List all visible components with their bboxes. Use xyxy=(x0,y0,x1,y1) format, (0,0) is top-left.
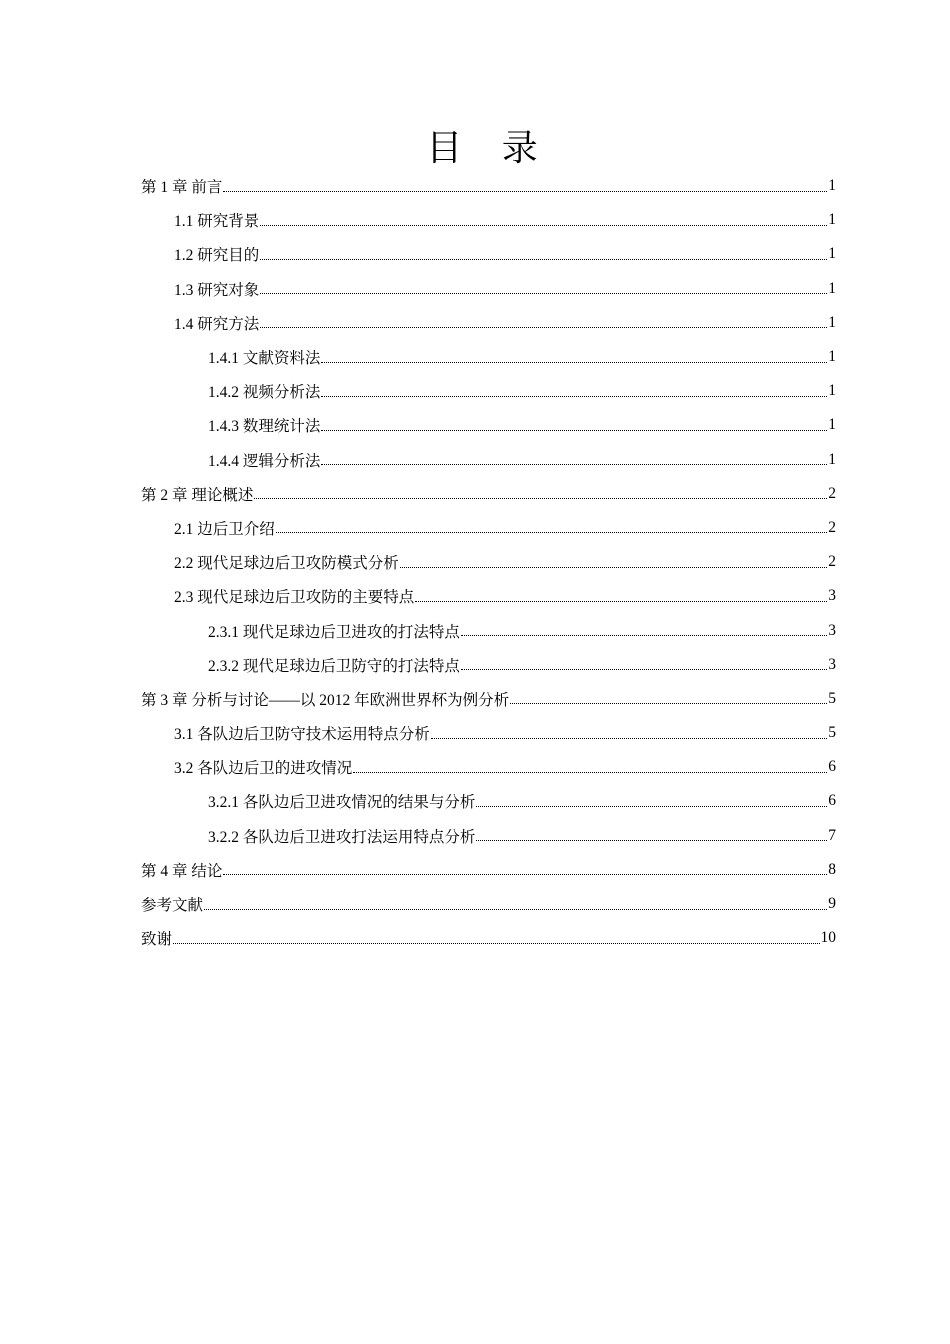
toc-dot-leader xyxy=(415,601,827,602)
toc-entry-text: 第 1 章 前言 xyxy=(141,179,223,197)
toc-entry-text: 1.3 研究对象 xyxy=(174,281,260,299)
toc-entry[interactable] xyxy=(141,408,836,442)
toc-page-number: 2 xyxy=(828,518,836,536)
toc-entry[interactable] xyxy=(141,306,836,340)
toc-dot-leader xyxy=(476,840,827,841)
toc-dot-leader xyxy=(431,738,827,739)
toc-entry-text: 第 4 章 结论 xyxy=(141,862,223,880)
toc-dot-leader xyxy=(321,396,827,397)
toc-page-number: 1 xyxy=(828,416,836,434)
toc-entry[interactable] xyxy=(141,682,836,716)
toc-dot-leader xyxy=(260,293,827,294)
toc-entry[interactable] xyxy=(141,887,836,921)
toc-entry-text: 参考文献 xyxy=(141,897,204,915)
toc-entry-text: 2.3.2 现代足球边后卫防守的打法特点 xyxy=(208,657,460,675)
toc-page-number: 1 xyxy=(828,348,836,366)
toc-entry[interactable] xyxy=(141,272,836,306)
toc-entry-text: 第 2 章 理论概述 xyxy=(141,486,254,504)
toc-page-number: 1 xyxy=(828,245,836,263)
toc-entry[interactable] xyxy=(141,750,836,784)
toc-page-number: 7 xyxy=(828,826,836,844)
toc-entry-text: 2.3.1 现代足球边后卫进攻的打法特点 xyxy=(208,623,460,641)
toc-entry-text: 1.4.4 逻辑分析法 xyxy=(208,452,321,470)
toc-dot-leader xyxy=(260,225,827,226)
toc-dot-leader xyxy=(223,191,827,192)
toc-entry-text: 2.2 现代足球边后卫攻防模式分析 xyxy=(174,555,399,573)
toc-page-number: 5 xyxy=(828,689,836,707)
toc-entry-text: 3.2.2 各队边后卫进攻打法运用特点分析 xyxy=(208,828,476,846)
toc-page-number: 1 xyxy=(828,450,836,468)
toc-dot-leader xyxy=(173,943,819,944)
toc-dot-leader xyxy=(400,567,827,568)
toc-entry[interactable] xyxy=(141,648,836,682)
toc-entry[interactable] xyxy=(141,340,836,374)
toc-entry[interactable] xyxy=(141,203,836,237)
toc-entry[interactable] xyxy=(141,511,836,545)
toc-entry-text: 1.2 研究目的 xyxy=(174,247,260,265)
toc-entry[interactable] xyxy=(141,443,836,477)
toc-dot-leader xyxy=(276,532,827,533)
toc-entry-text: 1.4.2 视频分析法 xyxy=(208,384,321,402)
toc-page-number: 1 xyxy=(828,177,836,195)
toc-page-number: 6 xyxy=(828,758,836,776)
toc-page-number: 1 xyxy=(828,211,836,229)
toc-entry-text: 3.1 各队边后卫防守技术运用特点分析 xyxy=(174,726,430,744)
toc-entry[interactable] xyxy=(141,716,836,750)
toc-page-number: 2 xyxy=(828,553,836,571)
toc-page-number: 3 xyxy=(828,587,836,605)
toc-dot-leader xyxy=(254,498,827,499)
toc-dot-leader xyxy=(353,772,827,773)
toc-entry-text: 1.4.3 数理统计法 xyxy=(208,418,321,436)
toc-entry-text: 1.4 研究方法 xyxy=(174,315,260,333)
toc-dot-leader xyxy=(461,669,827,670)
toc-page-number: 1 xyxy=(828,279,836,297)
toc-entry[interactable] xyxy=(141,579,836,613)
toc-entry-text: 2.3 现代足球边后卫攻防的主要特点 xyxy=(174,589,415,607)
toc-entry-text: 1.1 研究背景 xyxy=(174,213,260,231)
toc-page-number: 6 xyxy=(828,792,836,810)
toc-dot-leader xyxy=(321,430,827,431)
toc-entry[interactable] xyxy=(141,374,836,408)
toc-dot-leader xyxy=(260,259,827,260)
toc-list xyxy=(141,169,836,955)
toc-page-number: 2 xyxy=(828,484,836,502)
toc-entry[interactable] xyxy=(141,784,836,818)
toc-entry[interactable] xyxy=(141,819,836,853)
toc-dot-leader xyxy=(204,909,827,910)
toc-entry-text: 3.2 各队边后卫的进攻情况 xyxy=(174,760,353,778)
toc-page-number: 10 xyxy=(820,929,836,947)
toc-entry[interactable] xyxy=(141,613,836,647)
toc-page-number: 3 xyxy=(828,621,836,639)
toc-entry-text: 致谢 xyxy=(141,931,173,949)
toc-entry[interactable] xyxy=(141,477,836,511)
toc-page-number: 8 xyxy=(828,860,836,878)
toc-page-number: 9 xyxy=(828,895,836,913)
toc-entry-text: 第 3 章 分析与讨论——以 2012 年欧洲世界杯为例分析 xyxy=(141,691,510,709)
toc-dot-leader xyxy=(260,327,827,328)
toc-page-number: 3 xyxy=(828,655,836,673)
toc-entry[interactable] xyxy=(141,169,836,203)
toc-entry-text: 3.2.1 各队边后卫进攻情况的结果与分析 xyxy=(208,794,476,812)
toc-entry-text: 1.4.1 文献资料法 xyxy=(208,350,321,368)
toc-entry[interactable] xyxy=(141,237,836,271)
toc-page-number: 1 xyxy=(828,382,836,400)
toc-page-number: 5 xyxy=(828,724,836,742)
toc-dot-leader xyxy=(321,464,827,465)
toc-entry[interactable] xyxy=(141,921,836,955)
toc-dot-leader xyxy=(476,806,827,807)
toc-dot-leader xyxy=(321,362,827,363)
toc-title: 目 录 xyxy=(426,128,552,169)
toc-entry-text: 2.1 边后卫介绍 xyxy=(174,520,275,538)
toc-entry[interactable] xyxy=(141,853,836,887)
toc-dot-leader xyxy=(223,874,827,875)
toc-dot-leader xyxy=(510,703,827,704)
toc-entry[interactable] xyxy=(141,545,836,579)
toc-dot-leader xyxy=(461,635,827,636)
toc-page-number: 1 xyxy=(828,313,836,331)
